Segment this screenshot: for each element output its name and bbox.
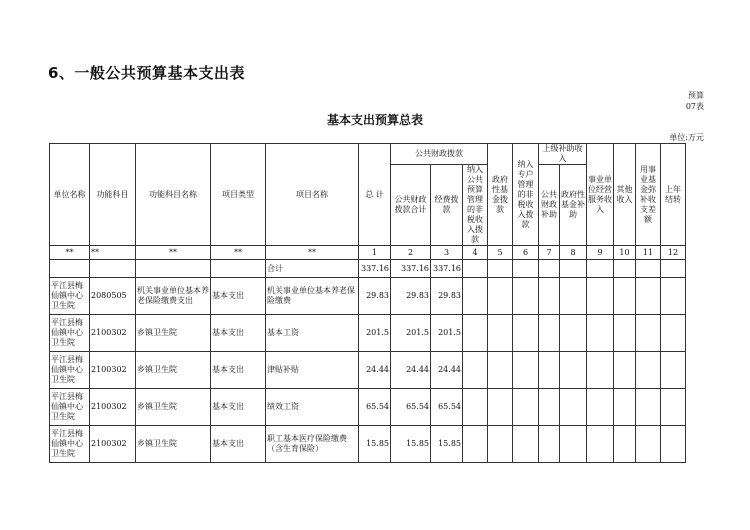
star-cell: ** — [136, 246, 211, 260]
project-type-cell: 基本支出 — [211, 315, 266, 352]
header-total: 总 计 — [359, 144, 391, 246]
func-name-cell: 乡镇卫生院 — [136, 352, 211, 389]
expense-cell: 65.54 — [431, 389, 463, 426]
func-name-cell: 乡镇卫生院 — [136, 426, 211, 463]
total-cell: 15.85 — [359, 426, 391, 463]
total-cell: 29.83 — [359, 278, 391, 315]
col-number: 2 — [391, 246, 431, 260]
header-upper-subsidy: 上级补助收入 — [539, 144, 587, 165]
total-value: 337.16 — [359, 260, 391, 278]
public-total-cell: 29.83 — [391, 278, 431, 315]
project-type-cell: 基本支出 — [211, 278, 266, 315]
func-name-cell: 乡镇卫生院 — [136, 389, 211, 426]
unit-name-cell: 平江县梅仙镇中心卫生院 — [50, 352, 90, 389]
unit-name-cell: 平江县梅仙镇中心卫生院 — [50, 426, 90, 463]
total-label: 合计 — [266, 260, 359, 278]
total-cell: 24.44 — [359, 352, 391, 389]
code-label-line1: 预算 — [688, 91, 704, 100]
func-code-cell: 2100302 — [90, 389, 136, 426]
public-total-cell: 201.5 — [391, 315, 431, 352]
header-expense-funds: 经费拨款 — [431, 165, 463, 246]
star-cell: ** — [50, 246, 90, 260]
project-name-cell: 机关事业单位基本养老保险缴费 — [266, 278, 359, 315]
header-business-fund: 用事业基金弥补收支差额 — [636, 144, 661, 246]
unit-name-cell: 平江县梅仙镇中心卫生院 — [50, 315, 90, 352]
public-total-cell: 65.54 — [391, 389, 431, 426]
star-cell: ** — [211, 246, 266, 260]
header-public-funds-total: 公共财政拨款合计 — [391, 165, 431, 246]
func-name-cell: 乡镇卫生院 — [136, 315, 211, 352]
header-upper-public: 公共财政补助 — [539, 165, 560, 246]
total-cell: 65.54 — [359, 389, 391, 426]
code-label-line2: 07表 — [685, 102, 704, 111]
header-project-type: 项目类型 — [211, 144, 266, 246]
table-title: 基本支出预算总表 — [326, 113, 423, 127]
expense-cell: 201.5 — [431, 315, 463, 352]
header-gov-fund: 政府性基金拨款 — [488, 144, 513, 246]
header-nontax-public: 纳入公共预算管理的非税收入拨款 — [463, 165, 488, 246]
header-upper-gov: 政府性基金补助 — [560, 165, 587, 246]
table-row — [50, 352, 686, 389]
project-name-cell: 津贴补贴 — [266, 352, 359, 389]
header-unit-name: 单位名称 — [50, 144, 90, 246]
total-expense-value: 337.16 — [431, 260, 463, 278]
col-number: 9 — [587, 246, 614, 260]
public-total-cell: 24.44 — [391, 352, 431, 389]
col-number: 12 — [661, 246, 686, 260]
header-nontax-special: 纳入专户管理的非税收入拨款 — [513, 144, 539, 246]
col-number: 10 — [614, 246, 636, 260]
project-type-cell: 基本支出 — [211, 426, 266, 463]
header-other-income: 其他收入 — [614, 144, 636, 246]
unit-name-cell: 平江县梅仙镇中心卫生院 — [50, 278, 90, 315]
col-number: 5 — [488, 246, 513, 260]
table-row — [50, 315, 686, 352]
header-project-name: 项目名称 — [266, 144, 359, 246]
func-code-cell: 2100302 — [90, 315, 136, 352]
func-name-cell: 机关事业单位基本养老保险缴费支出 — [136, 278, 211, 315]
public-total-cell: 15.85 — [391, 426, 431, 463]
project-type-cell: 基本支出 — [211, 389, 266, 426]
header-carry-over: 上年结转 — [661, 144, 686, 246]
col-number: 6 — [513, 246, 539, 260]
func-code-cell: 2080505 — [90, 278, 136, 315]
project-type-cell: 基本支出 — [211, 352, 266, 389]
header-func-name: 功能科目名称 — [136, 144, 211, 246]
col-number: 7 — [539, 246, 560, 260]
col-number: 8 — [560, 246, 587, 260]
expense-cell: 24.44 — [431, 352, 463, 389]
col-number: 11 — [636, 246, 661, 260]
col-number: 1 — [359, 246, 391, 260]
expense-cell: 15.85 — [431, 426, 463, 463]
header-func-code: 功能科目 — [90, 144, 136, 246]
budget-table — [49, 143, 686, 463]
expense-cell: 29.83 — [431, 278, 463, 315]
header-business-income: 事业单位经营服务收入 — [587, 144, 614, 246]
total-public-value: 337.16 — [391, 260, 431, 278]
unit-label: 单位:万元 — [669, 133, 704, 142]
star-cell: ** — [90, 246, 136, 260]
total-cell: 201.5 — [359, 315, 391, 352]
col-number: 3 — [431, 246, 463, 260]
star-cell: ** — [266, 246, 359, 260]
project-name-cell: 职工基本医疗保险缴费（含生育保险） — [266, 426, 359, 463]
project-name-cell: 基本工资 — [266, 315, 359, 352]
table-row — [50, 426, 686, 463]
func-code-cell: 2100302 — [90, 352, 136, 389]
section-title: 6、一般公共预算基本支出表 — [48, 64, 245, 82]
table-code-label — [686, 90, 704, 112]
unit-name-cell: 平江县梅仙镇中心卫生院 — [50, 389, 90, 426]
header-public-funds: 公共财政拨款 — [391, 144, 488, 165]
table-row — [50, 389, 686, 426]
table-row — [50, 278, 686, 315]
col-number: 4 — [463, 246, 488, 260]
func-code-cell: 2100302 — [90, 426, 136, 463]
project-name-cell: 绩效工资 — [266, 389, 359, 426]
total-row — [50, 260, 686, 278]
